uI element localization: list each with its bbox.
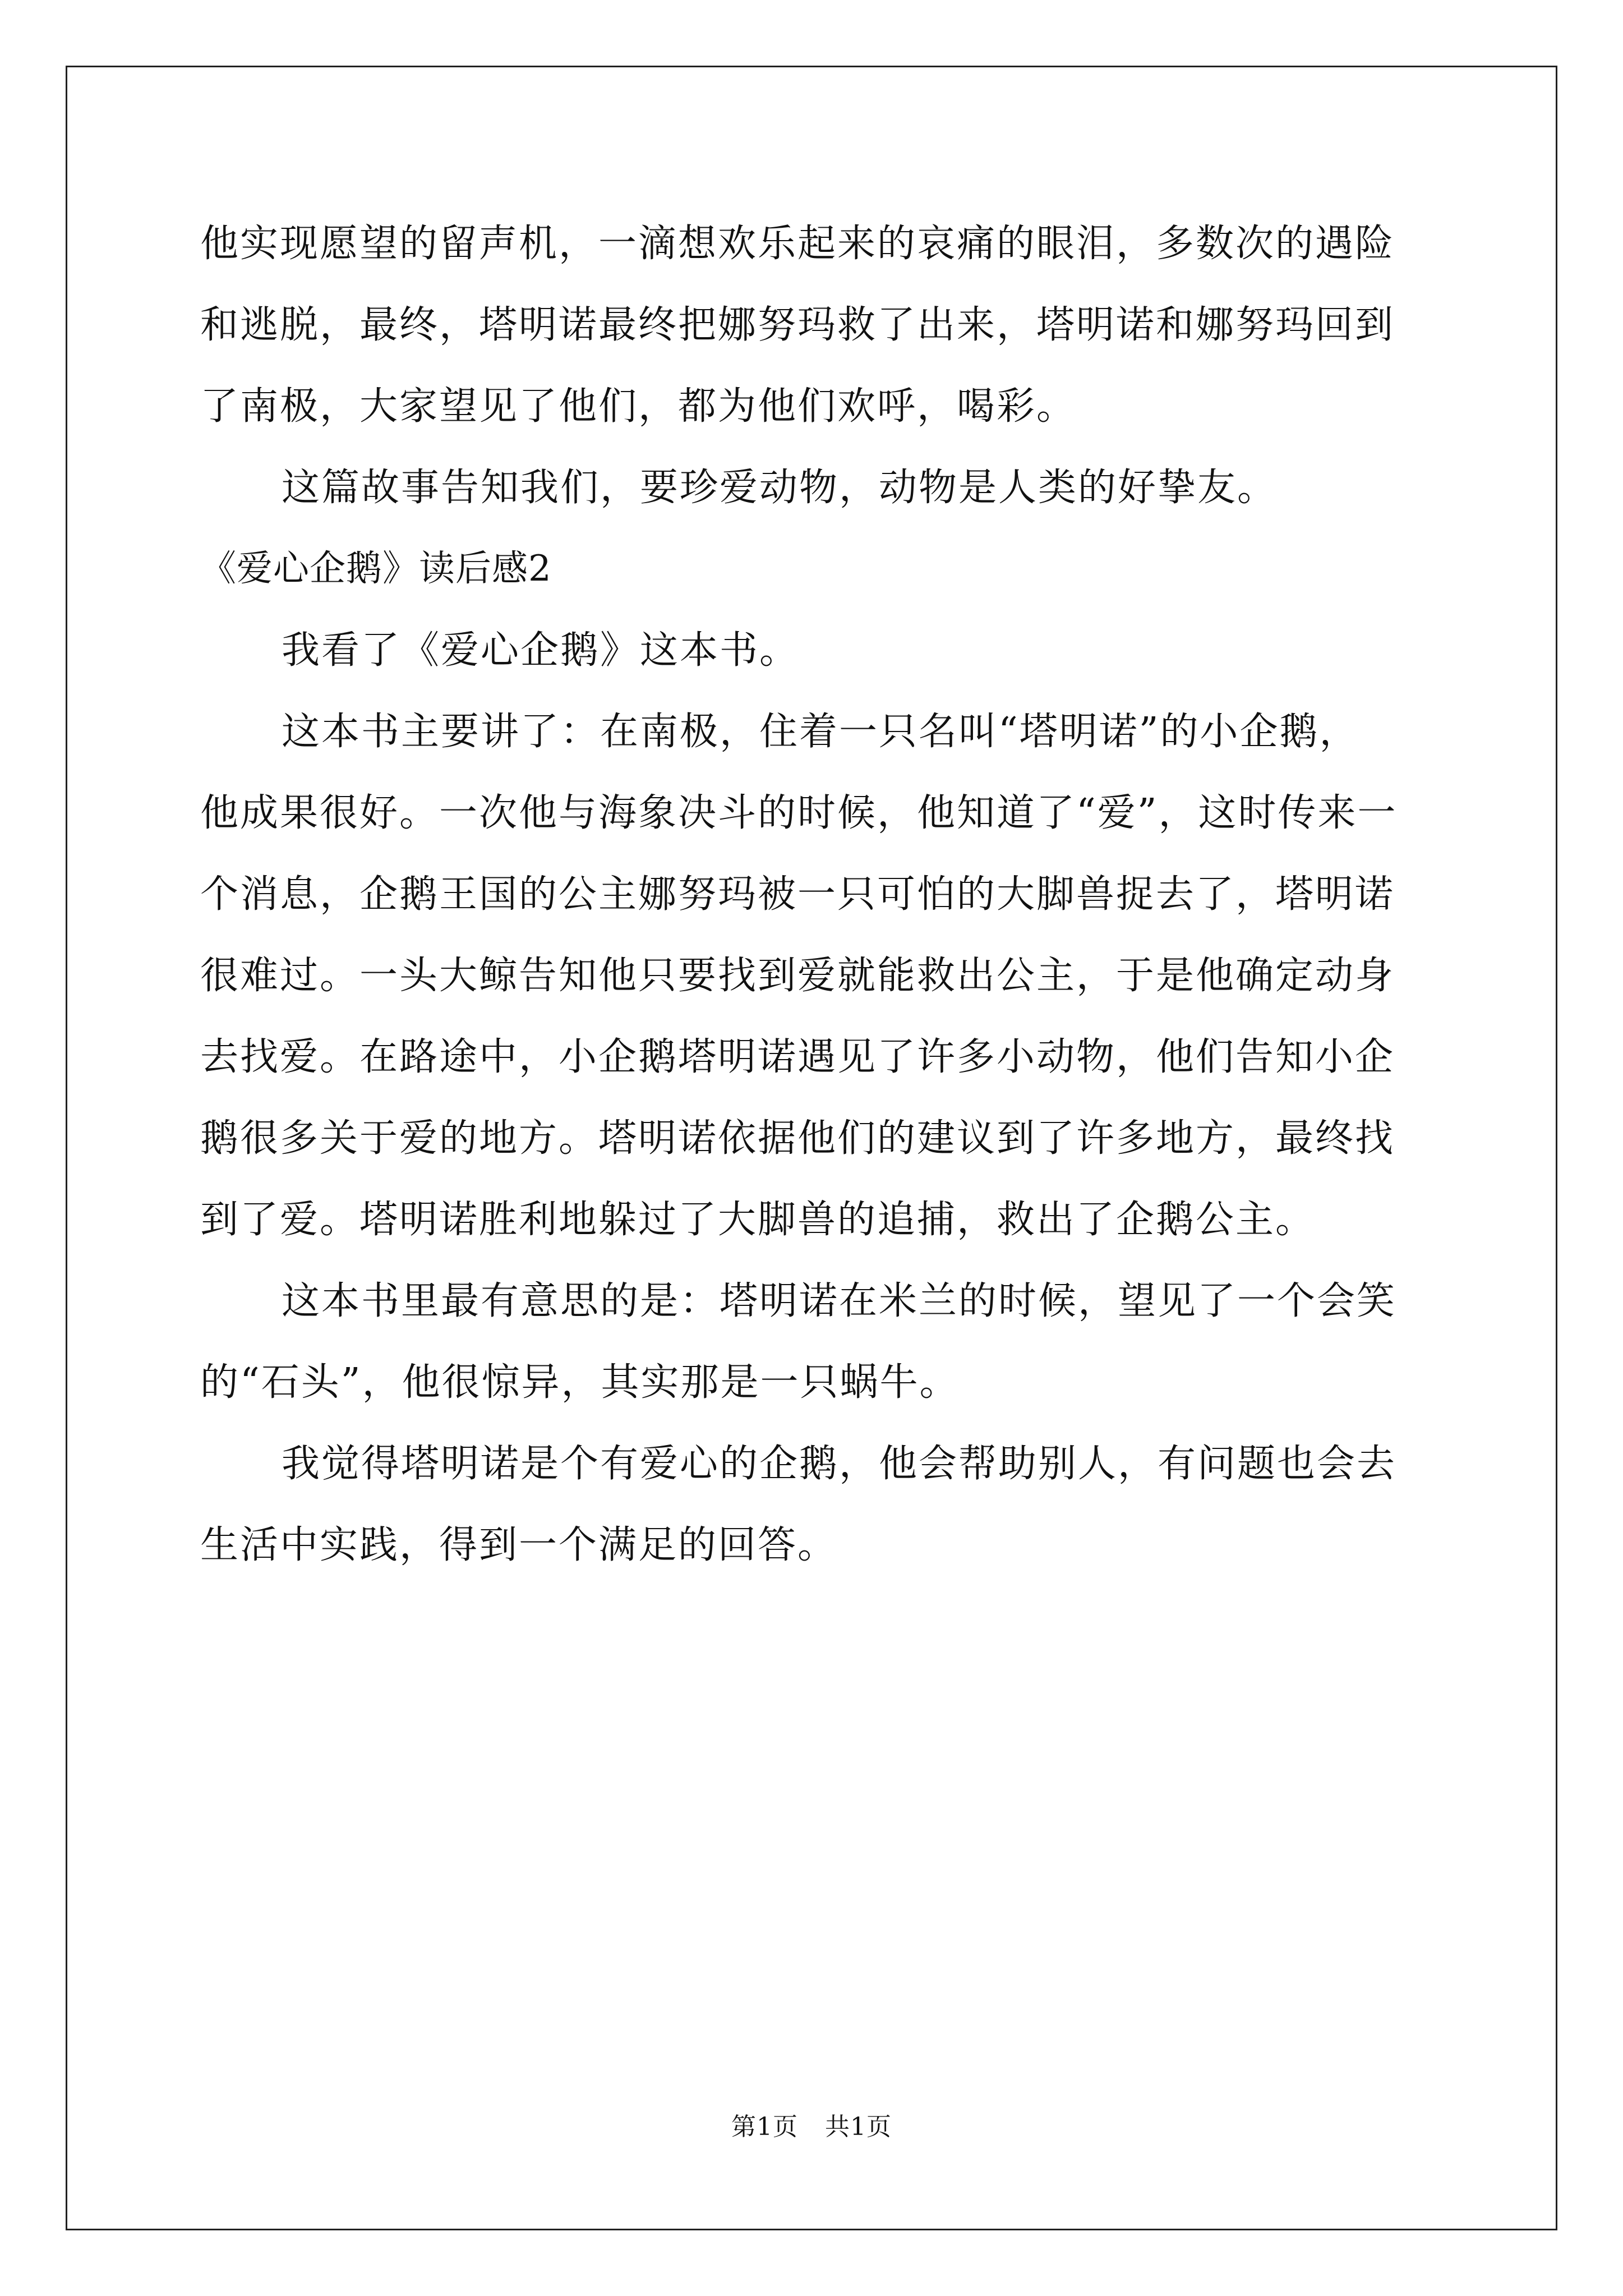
paragraph-line: 我看了《爱心企鹅》这本书。 bbox=[282, 628, 800, 673]
paragraph-line: 和逃脱，最终，塔明诺最终把娜努玛救了出来，塔明诺和娜努玛回到 bbox=[200, 303, 1395, 347]
paragraph-line: 这本书主要讲了：在南极，住着一只名叫“塔明诺”的小企鹅， bbox=[282, 710, 1359, 754]
paragraph-line: 这本书里最有意思的是：塔明诺在米兰的时候，望见了一个会笑 bbox=[282, 1279, 1397, 1323]
paragraph-line: 生活中实践，得到一个满足的回答。 bbox=[200, 1523, 838, 1567]
paragraph-line: 去找爱。在路途中，小企鹅塔明诺遇见了许多小动物，他们告知小企 bbox=[200, 1035, 1395, 1079]
paragraph-line: 这篇故事告知我们，要珍爱动物，动物是人类的好挚友。 bbox=[282, 466, 1278, 510]
paragraph-line: 他成果很好。一次他与海象决斗的时候，他知道了“爱”，这时传来一 bbox=[200, 791, 1398, 835]
page-total: 共1页 bbox=[825, 2113, 892, 2141]
paragraph-line: 的“石头”，他很惊异，其实那是一只蜗牛。 bbox=[200, 1360, 960, 1405]
paragraph-line: 个消息，企鹅王国的公主娜努玛被一只可怕的大脚兽捉去了，塔明诺 bbox=[200, 872, 1395, 917]
paragraph-line: 鹅很多关于爱的地方。塔明诺依据他们的建议到了许多地方，最终找 bbox=[200, 1116, 1395, 1161]
paragraph-line: 到了爱。塔明诺胜利地躲过了大脚兽的追捕，救出了企鹅公主。 bbox=[200, 1198, 1316, 1242]
paragraph-line: 很难过。一头大鲸告知他只要找到爱就能救出公主，于是他确定动身 bbox=[200, 954, 1395, 998]
paragraph-line: 我觉得塔明诺是个有爱心的企鹅，他会帮助别人，有问题也会去 bbox=[282, 1442, 1397, 1486]
page-footer bbox=[0, 2106, 1623, 2142]
paragraph-line: 了南极，大家望见了他们，都为他们欢呼，喝彩。 bbox=[200, 384, 1077, 429]
page-number: 第1页 bbox=[731, 2113, 798, 2141]
paragraph-line: 他实现愿望的留声机，一滴想欢乐起来的哀痛的眼泪，多数次的遇险 bbox=[200, 222, 1395, 266]
section-heading: 《爱心企鹅》读后感2 bbox=[200, 548, 552, 590]
document-body bbox=[200, 203, 1434, 1586]
